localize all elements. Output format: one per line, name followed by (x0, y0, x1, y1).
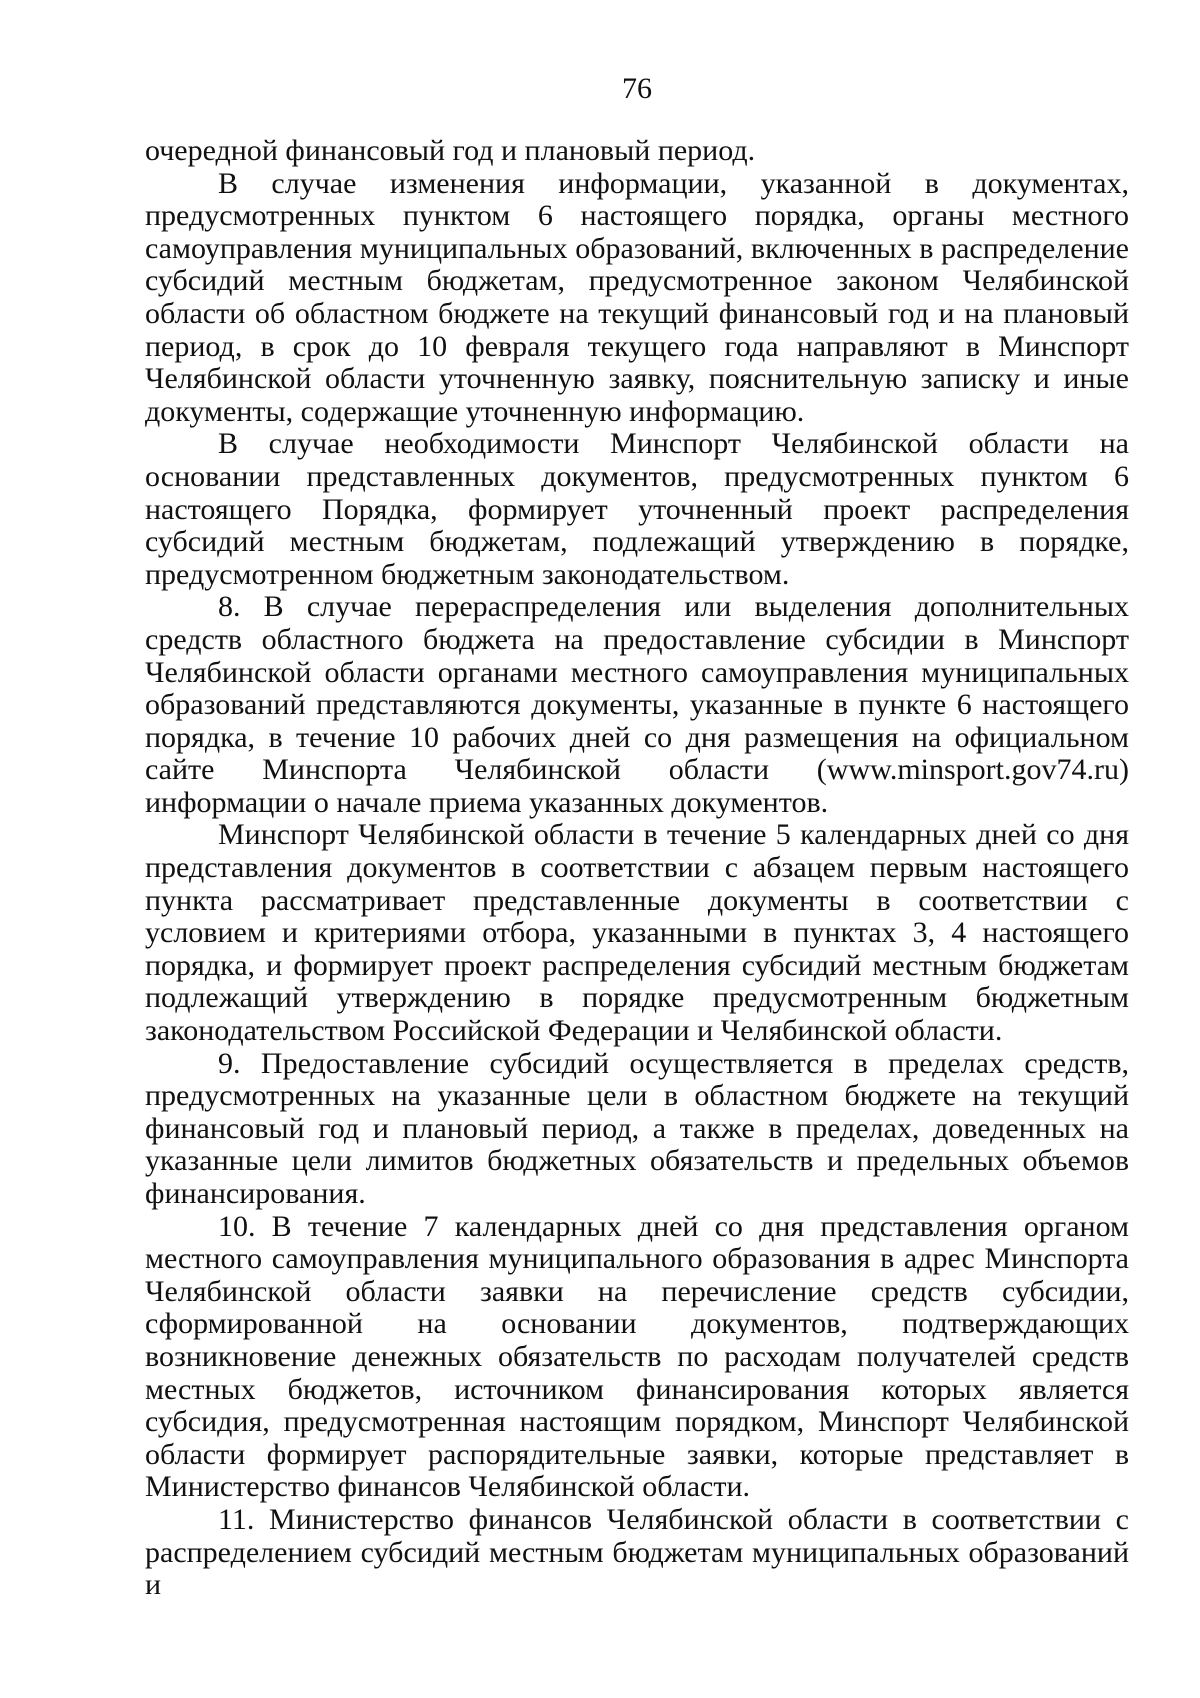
paragraph-item-8: 8. В случае перераспределения или выделения дополнительных средств областного бюджета на предоставление субсидии в Минспорт Челябинской области органами местного самоуправления муниципальных образований представляются документы, указанные в пункте 6 настоящего порядка, в течение 10 рабочих дней со дня размещения на официальном сайте Минспорта Челябинской области (www.minsport.gov74.ru) информации о начале приема указанных документов. (145, 590, 1129, 819)
page-number: 76 (622, 72, 652, 105)
paragraph-info-change: В случае изменения информации, указанной в документах, предусмотренных пунктом 6 настоящего порядка, органы местного самоуправления муниципальных образований, включенных в распределение субсидий местным бюджетам, предусмотренное законом Челябинской области об областном бюджете на текущий финансовый год и на плановый период, в срок до 10 февраля текущего года направляют в Минспорт Челябинской области уточненную заявку, пояснительную записку и иные документы, содержащие уточненную информацию. (145, 166, 1129, 428)
paragraph-item-9: 9. Предоставление субсидий осуществляется в пределах средств, предусмотренных на указанные цели в областном бюджете на текущий финансовый год и плановый период, а также в пределах, доведенных на указанные цели лимитов бюджетных обязательств и предельных объемов финансирования. (145, 1046, 1129, 1210)
paragraph-continuation: очередной финансовый год и плановый период. (145, 134, 756, 167)
paragraph-item-11: 11. Министерство финансов Челябинской области в соответствии с распределением субсидий местным бюджетам муниципальных образований и (145, 1502, 1129, 1602)
paragraph-item-8-review: Минспорт Челябинской области в течение 5 календарных дней со дня представления документов в соответствии с абзацем первым настоящего пункта рассматривает представленные документы в соответствии с условием и критериями отбора, указанными в пунктах 3, 4 настоящего порядка, и формирует проект распределения субсидий местным бюджетам подлежащий утверждению в порядке предусмотренным бюджетным законодательством Российской Федерации и Челябинской области. (145, 818, 1129, 1048)
paragraph-refined-project: В случае необходимости Минспорт Челябинской области на основании представленных документов, предусмотренных пунктом 6 настоящего Порядка, формирует уточненный проект распределения субсидий местным бюджетам, подлежащий утверждению в порядке, предусмотренном бюджетным законодательством. (145, 427, 1129, 591)
paragraph-item-10: 10. В течение 7 календарных дней со дня представления органом местного самоуправления муниципального образования в адрес Минспорта Челябинской области заявки на перечисление средств субсидии, сформированной на основании документов, подтверждающих возникновение денежных обязательств по расходам получателей средств местных бюджетов, источником финансирования которых является субсидия, предусмотренная настоящим порядком, Минспорт Челябинской области формирует распорядительные заявки, которые представляет в Министерство финансов Челябинской области. (145, 1209, 1129, 1504)
document-body (145, 135, 1129, 1602)
